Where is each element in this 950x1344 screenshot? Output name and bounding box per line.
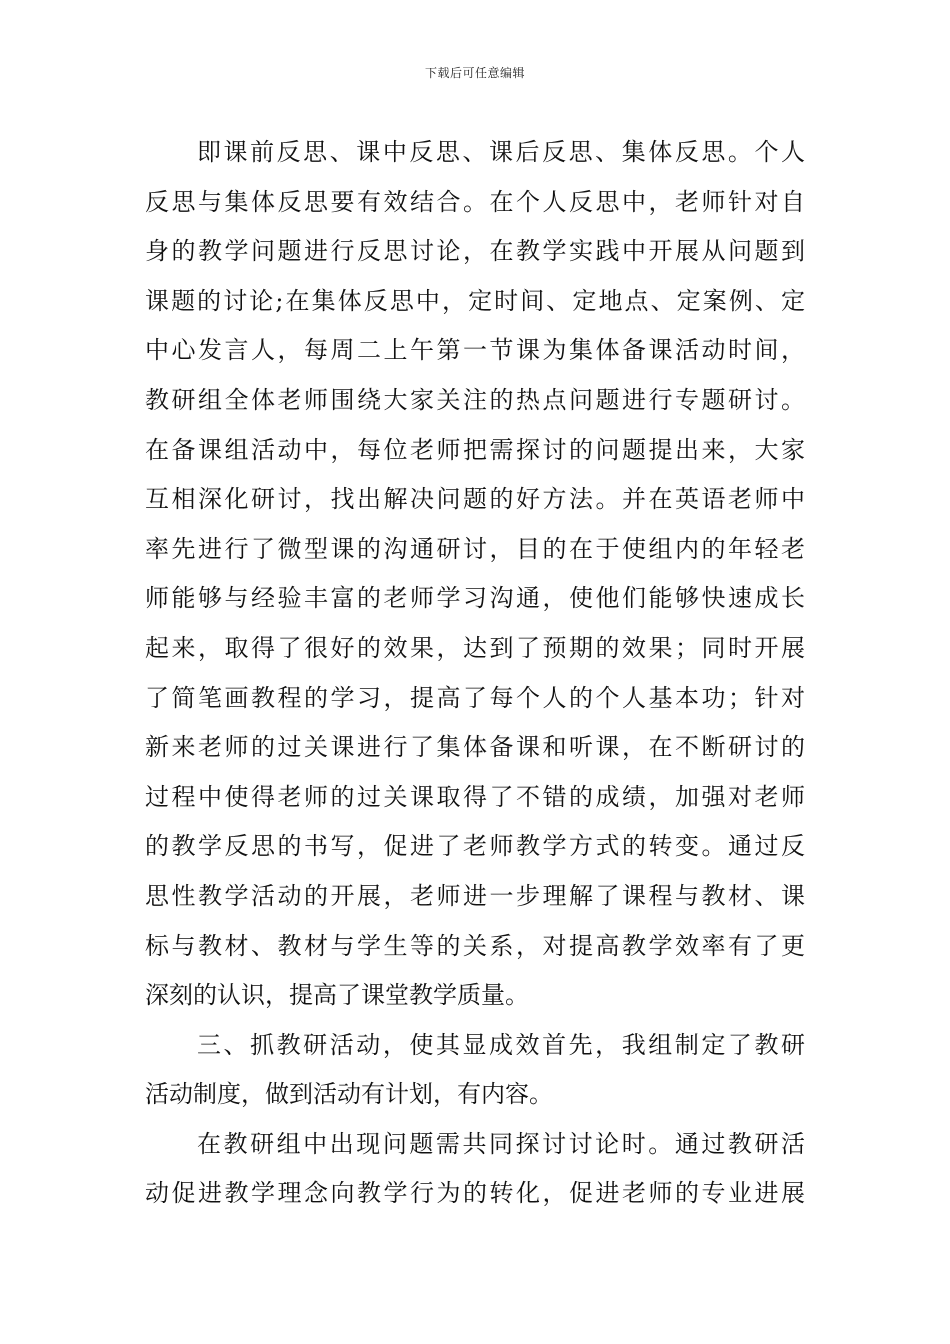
text-line: 身的教学问题进行反思讨论，在教学实践中开展从问题到: [145, 237, 805, 266]
text-line: 过程中使得老师的过关课取得了不错的成绩，加强对老师: [145, 782, 805, 811]
text-line: 三、抓教研活动，使其显成效首先，我组制定了教研: [197, 1030, 805, 1059]
text-line: 思性教学活动的开展，老师进一步理解了课程与教材、课: [145, 881, 805, 910]
text-line: 反思与集体反思要有效结合。在个人反思中，老师针对自: [145, 187, 805, 216]
text-line: 师能够与经验丰富的老师学习沟通，使他们能够快速成长: [145, 584, 805, 613]
text-line: 在备课组活动中，每位老师把需探讨的问题提出来，大家: [145, 435, 805, 464]
text-line: 的教学反思的书写，促进了老师教学方式的转变。通过反: [145, 832, 805, 861]
body-text: [145, 128, 805, 1219]
text-line: 在教研组中出现问题需共同探讨讨论时。通过教研活: [197, 1129, 805, 1158]
text-line: 动促进教学理念向教学行为的转化，促进老师的专业进展: [145, 1179, 805, 1208]
header-note: 下载后可任意编辑: [424, 66, 525, 80]
text-line: 起来，取得了很好的效果，达到了预期的效果；同时开展: [145, 633, 805, 662]
text-line: 课题的讨论;在集体反思中，定时间、定地点、定案例、定: [145, 286, 805, 315]
text-line: 新来老师的过关课进行了集体备课和听课，在不断研讨的: [145, 733, 805, 762]
text-line: 标与教材、教材与学生等的关系，对提高教学效率有了更: [145, 931, 805, 960]
text-line: 率先进行了微型课的沟通研讨，目的在于使组内的年轻老: [145, 534, 805, 563]
text-line: 教研组全体老师围绕大家关注的热点问题进行专题研讨。: [145, 385, 805, 414]
text-line: 活动制度，做到活动有计划，有内容。: [145, 1080, 553, 1109]
text-line: 中心发言人，每周二上午第一节课为集体备课活动时间，: [145, 336, 805, 365]
text-line: 即课前反思、课中反思、课后反思、集体反思。个人: [197, 138, 805, 166]
text-line: 了简笔画教程的学习，提高了每个人的个人基本功；针对: [145, 683, 805, 712]
text-line: 深刻的认识，提高了课堂教学质量。: [145, 981, 529, 1010]
text-line: 互相深化研讨，找出解决问题的好方法。并在英语老师中: [145, 485, 805, 514]
